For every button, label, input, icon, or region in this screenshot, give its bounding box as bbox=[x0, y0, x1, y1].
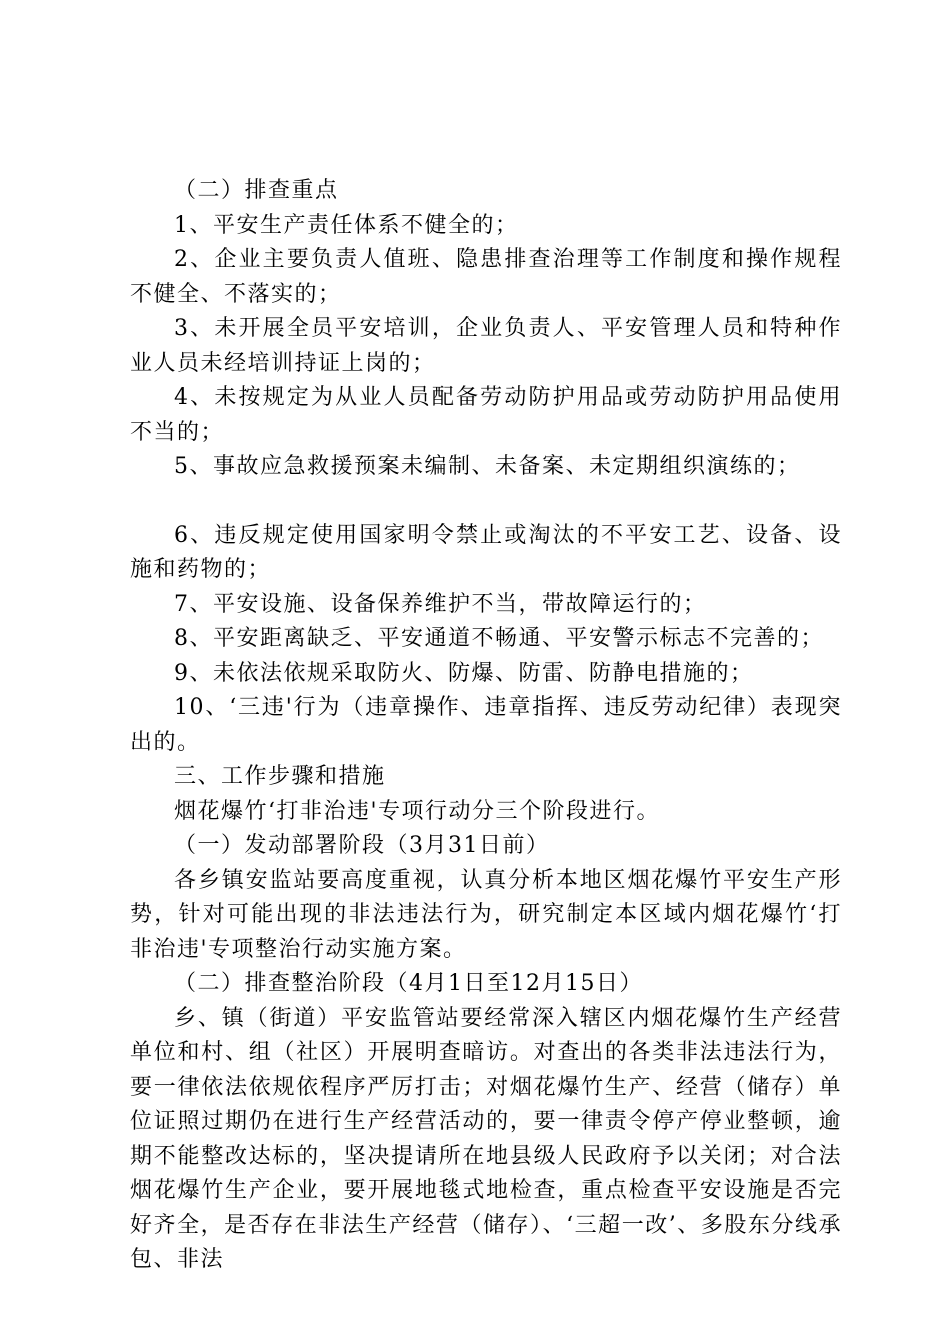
list-item-2: 2、企业主要负责人值班、隐患排查治理等工作制度和操作规程不健全、不落实的； bbox=[130, 247, 842, 307]
list-item-3: 3、未开展全员平安培训，企业负责人、平安管理人员和特种作业人员未经培训持证上岗的； bbox=[130, 316, 842, 376]
section-heading-work-steps: 三、工作步骤和措施 bbox=[174, 764, 386, 789]
list-item-6: 6、违反规定使用国家明令禁止或淘汰的不平安工艺、设备、设施和药物的； bbox=[130, 522, 842, 582]
list-item-4: 4、未按规定为从业人员配备劳动防护用品或劳动防护用品使用不当的； bbox=[130, 385, 842, 445]
paragraph-deployment: 各乡镇安监站要高度重视，认真分析本地区烟花爆竹平安生产形势，针对可能出现的非法违法行为，研究制定本区域内烟花爆竹‘打非治违'专项整治行动实施方案。 bbox=[130, 867, 842, 962]
paragraph-rectification: 乡、镇（街道）平安监管站要经常深入辖区内烟花爆竹生产经营单位和村、组（社区）开展明查暗访。对查出的各类非法违法行为，要一律依法依规依程序严厉打击；对烟花爆竹生产、经营（储存）单位证照过期仍在进行生产经营活动的，要一律责令停产停业整顿，逾期不能整改达标的，坚决提请所在地县级人民政府予以关闭；对合法烟花爆竹生产企业，要开展地毯式地检查，重点检查平安设施是否完好齐全，是否存在非法生产经营（储存）、‘三超一改’、多股东分线承包、非法 bbox=[130, 1005, 842, 1272]
list-item-1: 1、平安生产责任体系不健全的； bbox=[174, 212, 519, 238]
list-item-8: 8、平安距离缺乏、平安通道不畅通、平安警示标志不完善的； bbox=[174, 626, 824, 651]
list-item-10: 10、‘三违'行为（违章操作、违章指挥、违反劳动纪律）表现突出的。 bbox=[130, 695, 842, 755]
subsection-heading-deployment: （一）发动部署阶段（3月31日前） bbox=[174, 833, 550, 858]
document-body bbox=[130, 174, 842, 1278]
list-item-7: 7、平安设施、设备保养维护不当，带故障运行的； bbox=[174, 591, 707, 617]
paragraph-phases-intro: 烟花爆竹‘打非治违'专项行动分三个阶段进行。 bbox=[174, 798, 661, 824]
list-item-9: 9、未依法依规采取防火、防爆、防雷、防静电措施的； bbox=[174, 660, 754, 686]
subsection-heading-rectification: （二）排查整治阶段（4月1日至12月15日） bbox=[174, 971, 643, 996]
section-heading-inspection-focus: （二）排查重点 bbox=[174, 178, 339, 203]
list-item-5: 5、事故应急救援预案未编制、未备案、未定期组织演练的； bbox=[174, 454, 801, 479]
